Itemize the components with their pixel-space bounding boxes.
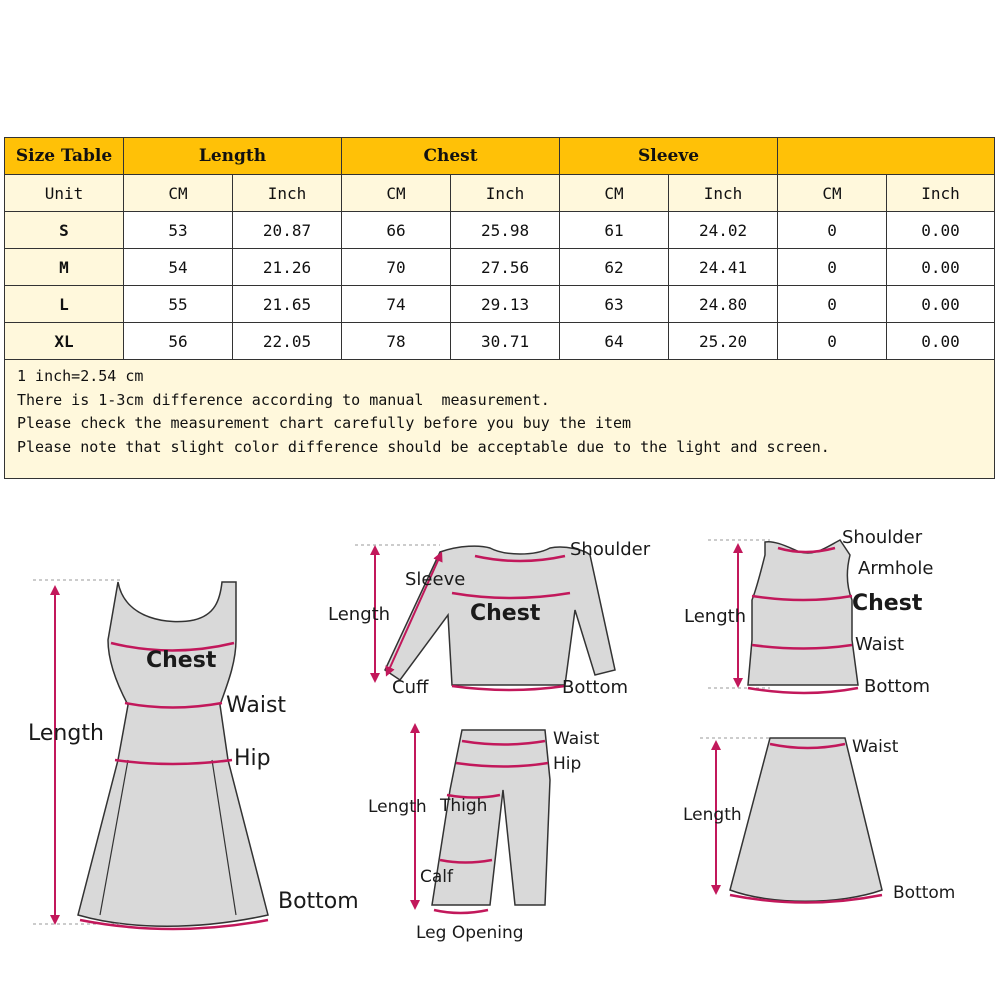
pants-thigh-label: Thigh	[440, 796, 488, 816]
unit-cm: CM	[560, 175, 669, 212]
dress-hip-label: Hip	[234, 746, 271, 771]
dress-bottom-label: Bottom	[278, 889, 359, 914]
shirt-sleeve-label: Sleeve	[405, 569, 466, 590]
pants-length-label: Length	[368, 797, 427, 817]
size-cell: S	[5, 212, 124, 249]
length-cm-cell: 55	[124, 286, 233, 323]
dress-waist-label: Waist	[226, 693, 287, 718]
dress-diagram	[28, 580, 359, 929]
size-table-title: Size Table	[5, 138, 124, 175]
length-inch-cell: 22.05	[233, 323, 342, 360]
shirt-shoulder-label: Shoulder	[570, 539, 651, 560]
table-unit-row	[5, 175, 995, 212]
extra-cm-cell: 0	[778, 212, 887, 249]
extra-cm-cell: 0	[778, 286, 887, 323]
chest-cm-cell: 66	[342, 212, 451, 249]
unit-cm: CM	[778, 175, 887, 212]
tank-chest-label: Chest	[852, 591, 923, 616]
chest-inch-cell: 30.71	[451, 323, 560, 360]
length-cm-cell: 54	[124, 249, 233, 286]
note-line: 1 inch=2.54 cm	[17, 367, 144, 385]
table-header-row	[5, 138, 995, 175]
header-sleeve: Sleeve	[560, 138, 778, 175]
length-cm-cell: 56	[124, 323, 233, 360]
chest-cm-cell: 70	[342, 249, 451, 286]
length-inch-cell: 21.26	[233, 249, 342, 286]
table-row	[5, 249, 995, 286]
chest-cm-cell: 74	[342, 286, 451, 323]
note-line: Please check the measurement chart carefully before you buy the item	[17, 414, 632, 432]
sleeve-inch-cell: 24.80	[669, 286, 778, 323]
sleeve-cm-cell: 63	[560, 286, 669, 323]
table-row	[5, 286, 995, 323]
length-cm-cell: 53	[124, 212, 233, 249]
pants-diagram	[368, 728, 600, 943]
measurement-diagrams	[0, 500, 1000, 1000]
length-inch-cell: 20.87	[233, 212, 342, 249]
table-row	[5, 323, 995, 360]
extra-cm-cell: 0	[778, 249, 887, 286]
shirt-length-label: Length	[328, 604, 391, 625]
sleeve-inch-cell: 25.20	[669, 323, 778, 360]
shirt-cuff-label: Cuff	[392, 677, 429, 698]
table-row	[5, 212, 995, 249]
skirt-shape	[730, 738, 882, 901]
skirt-length-label: Length	[683, 805, 742, 825]
skirt-waist-label: Waist	[852, 737, 899, 757]
unit-inch: Inch	[451, 175, 560, 212]
pants-hip-label: Hip	[553, 754, 582, 774]
pants-calf-label: Calf	[420, 867, 453, 887]
sleeve-cm-cell: 61	[560, 212, 669, 249]
unit-label: Unit	[5, 175, 124, 212]
notes-cell	[5, 360, 995, 479]
extra-inch-cell: 0.00	[887, 249, 995, 286]
tank-length-label: Length	[684, 606, 747, 627]
header-chest: Chest	[342, 138, 560, 175]
extra-inch-cell: 0.00	[887, 212, 995, 249]
shirt-diagram	[328, 539, 651, 698]
tank-bottom-label: Bottom	[864, 676, 931, 697]
size-table	[4, 137, 995, 479]
shirt-chest-label: Chest	[470, 601, 541, 626]
tank-diagram	[684, 527, 933, 697]
unit-inch: Inch	[669, 175, 778, 212]
unit-cm: CM	[342, 175, 451, 212]
size-cell: M	[5, 249, 124, 286]
sleeve-cm-cell: 64	[560, 323, 669, 360]
pants-waist-label: Waist	[553, 729, 600, 749]
unit-cm: CM	[124, 175, 233, 212]
pants-leg-opening-label: Leg Opening	[416, 923, 524, 943]
size-cell: XL	[5, 323, 124, 360]
skirt-diagram	[683, 737, 955, 903]
sleeve-inch-cell: 24.02	[669, 212, 778, 249]
note-line: Please note that slight color difference should be acceptable due to the light and screen.	[17, 437, 830, 456]
extra-cm-cell: 0	[778, 323, 887, 360]
tank-waist-label: Waist	[855, 634, 905, 655]
unit-inch: Inch	[887, 175, 995, 212]
chest-inch-cell: 25.98	[451, 212, 560, 249]
header-empty	[778, 138, 995, 175]
sleeve-cm-cell: 62	[560, 249, 669, 286]
notes-row	[5, 360, 995, 479]
tank-armhole-label: Armhole	[858, 558, 934, 579]
dress-length-label: Length	[28, 721, 104, 746]
extra-inch-cell: 0.00	[887, 323, 995, 360]
chest-inch-cell: 27.56	[451, 249, 560, 286]
size-cell: L	[5, 286, 124, 323]
skirt-bottom-label: Bottom	[893, 883, 956, 903]
tank-shape	[748, 540, 858, 685]
sleeve-inch-cell: 24.41	[669, 249, 778, 286]
unit-inch: Inch	[233, 175, 342, 212]
tank-shoulder-label: Shoulder	[842, 527, 923, 548]
note-line: There is 1-3cm difference according to manual measurement.	[17, 390, 550, 409]
chest-cm-cell: 78	[342, 323, 451, 360]
chest-inch-cell: 29.13	[451, 286, 560, 323]
length-inch-cell: 21.65	[233, 286, 342, 323]
extra-inch-cell: 0.00	[887, 286, 995, 323]
header-length: Length	[124, 138, 342, 175]
dress-chest-label: Chest	[146, 648, 217, 673]
shirt-bottom-label: Bottom	[562, 677, 629, 698]
